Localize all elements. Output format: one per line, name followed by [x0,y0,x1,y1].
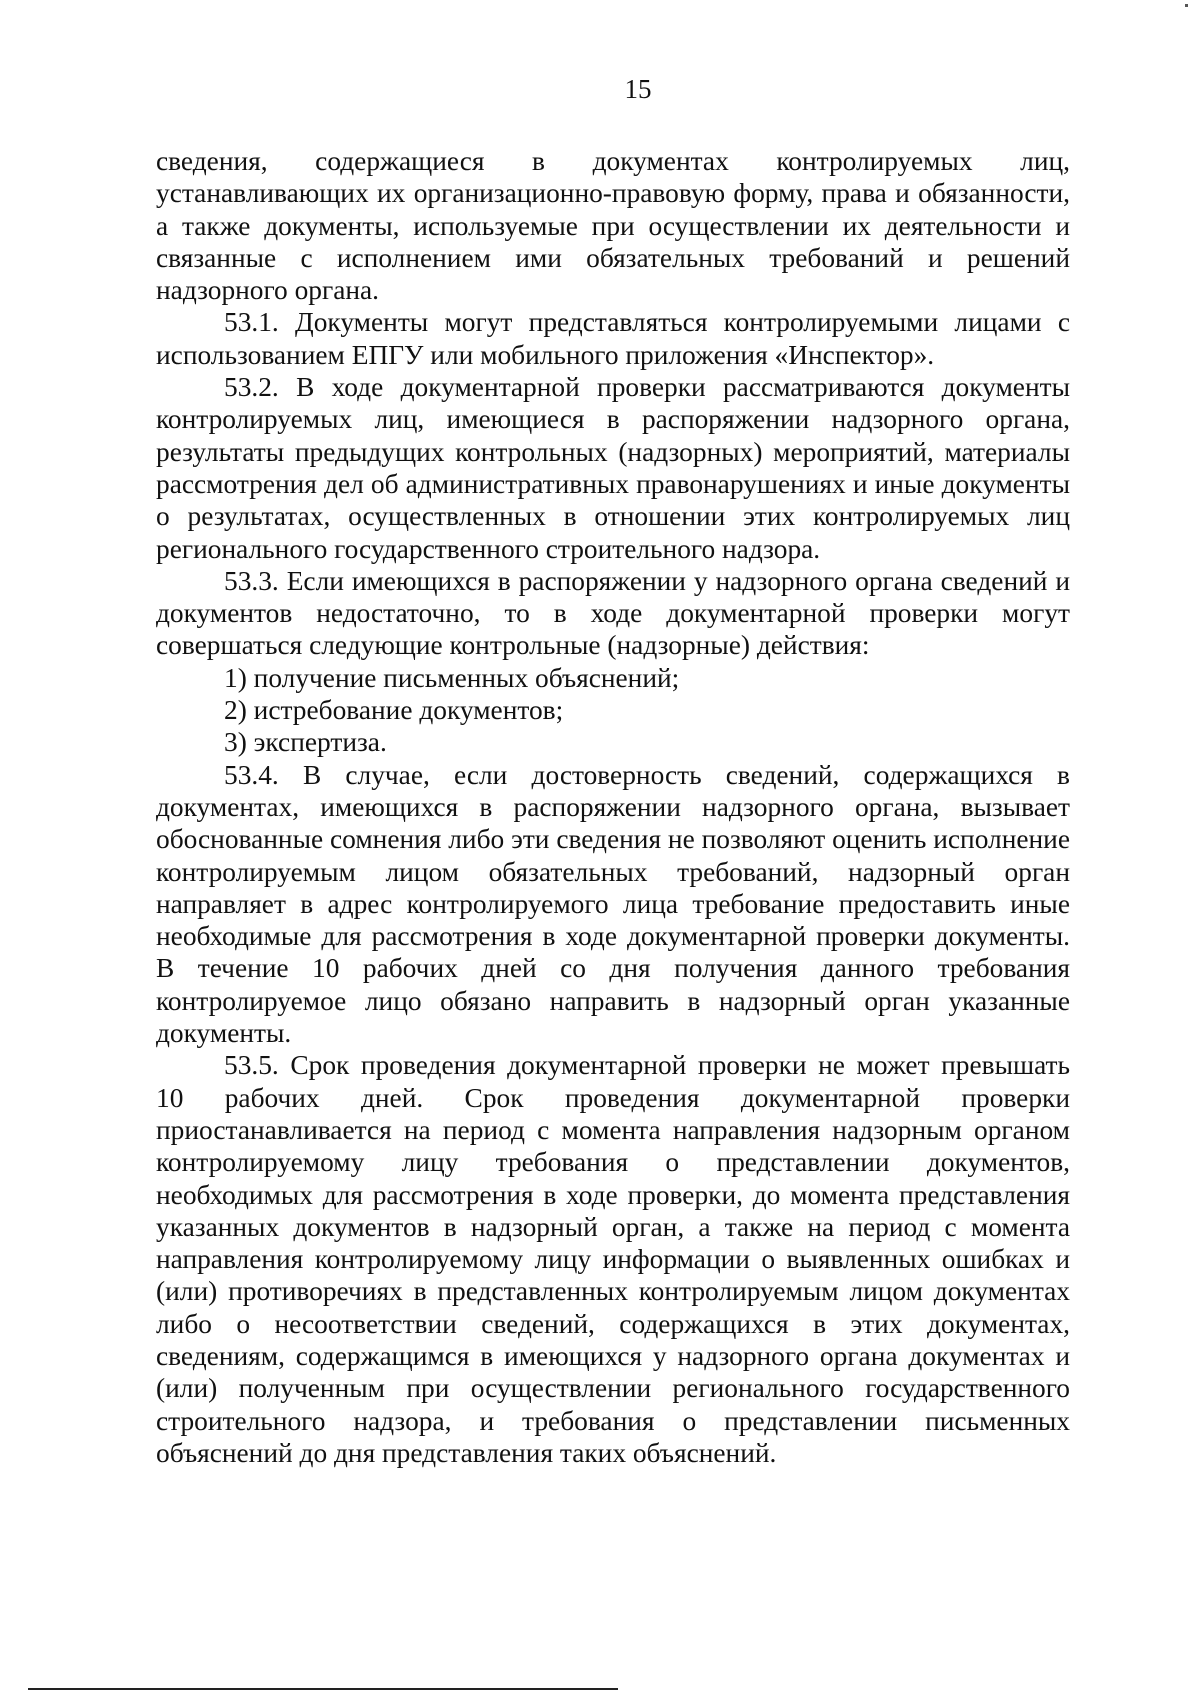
paragraph-53-4: 53.4. В случае, если достоверность сведений, содержащихся в документах, имеющихся в распоряжении надзорного органа, вызывает обоснованные сомнения либо эти сведения не позволяют оценить исполнение контролируемым лицом обязательных требований, надзорный орган направляет в адрес контролируемого лица требование предоставить иные необходимые для рассмотрения в ходе документарной проверки документы. В течение 10 рабочих дней со дня получения данного требования контролируемое лицо обязано направить в надзорный орган указанные документы. [156,759,1070,1049]
paragraph-53-2: 53.2. В ходе документарной проверки рассматриваются документы контролируемых лиц, имеющиеся в распоряжении надзорного органа, результаты предыдущих контрольных (надзорных) мероприятий, материалы рассмотрения дел об административных правонарушениях и иные документы о результатах, осуществленных в отношении этих контролируемых лиц регионального государственного строительного надзора. [156,372,1070,564]
bottom-edge-line [28,1688,618,1690]
list-item-2: 2) истребование документов; [224,695,564,726]
page-number: 15 [624,74,652,104]
paragraph-53-1: 53.1. Документы могут представляться контролируемыми лицами с использованием ЕПГУ или мобильного приложения «Инспектор». [156,307,1070,370]
list-item-1: 1) получение письменных объяснений; [224,662,680,693]
document-body [156,145,1070,1469]
paragraph-continuation: сведения, содержащиеся в документах контролируемых лиц, устанавливающих их организационно-правовую форму, права и обязанности, а также документы, используемые при осуществлении их деятельности и связанные с исполнением ими обязательных требований и решений надзорного органа. [156,146,1070,306]
paragraph-53-3: 53.3. Если имеющихся в распоряжении у надзорного органа сведений и документов недостаточно, то в ходе документарной проверки могут совершаться следующие контрольные (надзорные) действия: [156,565,1070,661]
list-item-3: 3) экспертиза. [224,727,387,758]
scan-artifact [1185,4,1188,7]
paragraph-53-5: 53.5. Срок проведения документарной проверки не может превышать 10 рабочих дней. Срок проведения документарной проверки приостанавливается на период с момента направления надзорным органом контролируемому лицу требования о представлении документов, необходимых для рассмотрения в ходе проверки, до момента представления указанных документов в надзорный орган, а также на период с момента направления контролируемому лицу информации о выявленных ошибках и (или) противоречиях в представленных контролируемым лицом документах либо о несоответствии сведений, содержащихся в этих документах, сведениям, содержащимся в имеющихся у надзорного органа документах и (или) полученным при осуществлении регионального государственного строительного надзора, и требования о представлении письменных объяснений до дня представления таких объяснений. [156,1050,1070,1468]
